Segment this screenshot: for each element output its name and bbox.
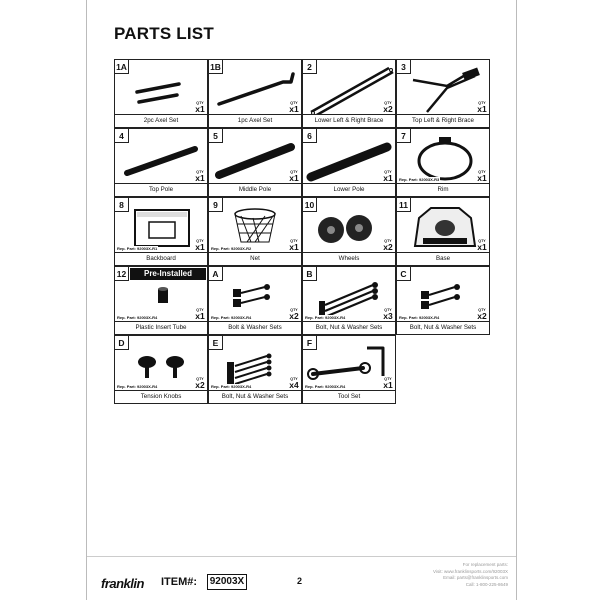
contact-line: For replacement parts: <box>462 562 508 567</box>
pre-installed-banner: Pre-Installed <box>130 268 206 280</box>
replacement-part-code: Rep. Part: 92003X-R4 <box>305 315 346 320</box>
part-cell <box>208 197 302 266</box>
part-number: B <box>303 267 317 281</box>
quantity-value: x2 <box>195 380 205 390</box>
part-number: C <box>397 267 411 281</box>
part-number: 11 <box>397 198 411 212</box>
part-cell <box>114 335 208 404</box>
quantity-value: x1 <box>195 104 205 114</box>
quantity-box <box>381 308 395 321</box>
page-number: 2 <box>297 576 303 586</box>
page-title: PARTS LIST <box>114 24 214 43</box>
part-name: Rim <box>397 183 489 196</box>
quantity-label: QTY <box>478 308 486 312</box>
quantity-box <box>193 239 207 252</box>
part-number: 9 <box>209 198 223 212</box>
part-number: 12 <box>115 267 129 281</box>
quantity-label: QTY <box>478 101 486 105</box>
quantity-box <box>287 377 301 390</box>
quantity-value: x1 <box>195 173 205 183</box>
part-name: Backboard <box>115 252 207 265</box>
quantity-value: x1 <box>195 242 205 252</box>
quantity-label: QTY <box>384 308 392 312</box>
part-name: Bolt, Nut & Washer Sets <box>303 321 395 334</box>
quantity-label: QTY <box>384 239 392 243</box>
part-cell <box>114 197 208 266</box>
part-name: Bolt, Nut & Washer Sets <box>397 321 489 334</box>
part-name: Top Pole <box>115 183 207 196</box>
part-name: Net <box>209 252 301 265</box>
quantity-value: x1 <box>289 242 299 252</box>
part-number: A <box>209 267 223 281</box>
replacement-part-code: Rep. Part: 92003X-R4 <box>117 384 158 389</box>
parts-grid <box>114 59 490 405</box>
quantity-label: QTY <box>478 239 486 243</box>
part-cell <box>302 266 396 335</box>
replacement-part-code: Rep. Part: 92003X-R4 <box>211 384 252 389</box>
quantity-value: x1 <box>383 173 393 183</box>
franklin-logo: franklin <box>101 576 144 591</box>
quantity-value: x3 <box>383 311 393 321</box>
part-cell <box>114 59 208 128</box>
part-number: 1B <box>209 60 223 74</box>
quantity-box <box>381 170 395 183</box>
quantity-value: x1 <box>289 173 299 183</box>
part-cell <box>396 266 490 335</box>
quantity-box <box>381 377 395 390</box>
contact-line: Email: parts@franklinsports.com <box>443 575 508 580</box>
replacement-part-code: Rep. Part: 92003X-R4 <box>305 384 346 389</box>
part-number: 1A <box>115 60 129 74</box>
quantity-value: x2 <box>289 311 299 321</box>
part-number: 5 <box>209 129 223 143</box>
part-name: Tool Set <box>303 390 395 403</box>
part-cell <box>208 335 302 404</box>
quantity-value: x2 <box>477 311 487 321</box>
part-number: 7 <box>397 129 411 143</box>
part-number: E <box>209 336 223 350</box>
part-cell <box>396 59 490 128</box>
part-number: 6 <box>303 129 317 143</box>
contact-line: Call: 1-800-225-8649 <box>465 581 508 587</box>
part-name: Wheels <box>303 252 395 265</box>
quantity-value: x1 <box>289 104 299 114</box>
part-cell <box>114 128 208 197</box>
quantity-box <box>287 239 301 252</box>
quantity-box <box>287 101 301 114</box>
item-number: 92003X <box>207 574 247 590</box>
replacement-part-code: Rep. Part: 92003X-R4 <box>117 315 158 320</box>
quantity-label: QTY <box>384 101 392 105</box>
quantity-label: QTY <box>196 377 204 381</box>
quantity-box <box>475 101 489 114</box>
quantity-label: QTY <box>478 170 486 174</box>
quantity-box <box>193 308 207 321</box>
quantity-value: x2 <box>383 104 393 114</box>
part-name: Middle Pole <box>209 183 301 196</box>
part-name: Bolt, Nut & Washer Sets <box>209 390 301 403</box>
quantity-value: x1 <box>477 242 487 252</box>
contact-line: Visit: www.franklinsports.com/92003X <box>433 568 508 574</box>
part-number: 4 <box>115 129 129 143</box>
replacement-contact <box>388 562 508 588</box>
part-number: 3 <box>397 60 411 74</box>
quantity-box <box>475 308 489 321</box>
replacement-part-code: Rep. Part: 92003X-R4 <box>211 315 252 320</box>
part-cell <box>302 197 396 266</box>
part-cell <box>208 59 302 128</box>
quantity-value: x2 <box>383 242 393 252</box>
quantity-value: x1 <box>195 311 205 321</box>
part-cell <box>208 266 302 335</box>
part-name: Plastic Insert Tube <box>115 321 207 334</box>
part-name: Lower Left & Right Brace <box>303 114 395 127</box>
quantity-label: QTY <box>384 170 392 174</box>
quantity-label: QTY <box>384 377 392 381</box>
part-name: 1pc Axel Set <box>209 114 301 127</box>
parts-list-page <box>86 0 517 600</box>
quantity-label: QTY <box>290 239 298 243</box>
replacement-part-code: Rep. Part: 92003X-R2 <box>211 246 252 251</box>
quantity-box <box>381 239 395 252</box>
quantity-value: x4 <box>289 380 299 390</box>
replacement-part-code: Rep. Part: 92003X-R1 <box>117 246 158 251</box>
quantity-label: QTY <box>290 170 298 174</box>
part-number: F <box>303 336 317 350</box>
part-name: 2pc Axel Set <box>115 114 207 127</box>
part-number: 10 <box>303 198 317 212</box>
part-name: Bolt & Washer Sets <box>209 321 301 334</box>
quantity-label: QTY <box>196 239 204 243</box>
quantity-box <box>287 308 301 321</box>
part-name: Lower Pole <box>303 183 395 196</box>
part-cell <box>302 335 396 404</box>
quantity-box <box>475 239 489 252</box>
quantity-box <box>193 377 207 390</box>
quantity-label: QTY <box>290 377 298 381</box>
part-number: 8 <box>115 198 129 212</box>
part-cell <box>208 128 302 197</box>
quantity-label: QTY <box>290 101 298 105</box>
part-name: Tension Knobs <box>115 390 207 403</box>
quantity-box <box>475 170 489 183</box>
replacement-part-code: Rep. Part: 92003X-R3 <box>399 177 440 182</box>
quantity-box <box>381 101 395 114</box>
part-cell <box>302 59 396 128</box>
part-cell <box>114 266 208 335</box>
quantity-label: QTY <box>196 308 204 312</box>
quantity-label: QTY <box>196 101 204 105</box>
part-cell <box>302 128 396 197</box>
page-footer <box>87 556 516 601</box>
part-number: D <box>115 336 129 350</box>
quantity-value: x1 <box>477 104 487 114</box>
part-name: Top Left & Right Brace <box>397 114 489 127</box>
part-number: 2 <box>303 60 317 74</box>
quantity-value: x1 <box>477 173 487 183</box>
part-cell <box>396 128 490 197</box>
quantity-box <box>193 170 207 183</box>
quantity-label: QTY <box>290 308 298 312</box>
quantity-label: QTY <box>196 170 204 174</box>
replacement-part-code: Rep. Part: 92003X-R4 <box>399 315 440 320</box>
item-label: ITEM#: <box>161 576 198 588</box>
part-cell <box>396 197 490 266</box>
quantity-box <box>287 170 301 183</box>
part-name: Base <box>397 252 489 265</box>
quantity-box <box>193 101 207 114</box>
quantity-value: x1 <box>383 380 393 390</box>
